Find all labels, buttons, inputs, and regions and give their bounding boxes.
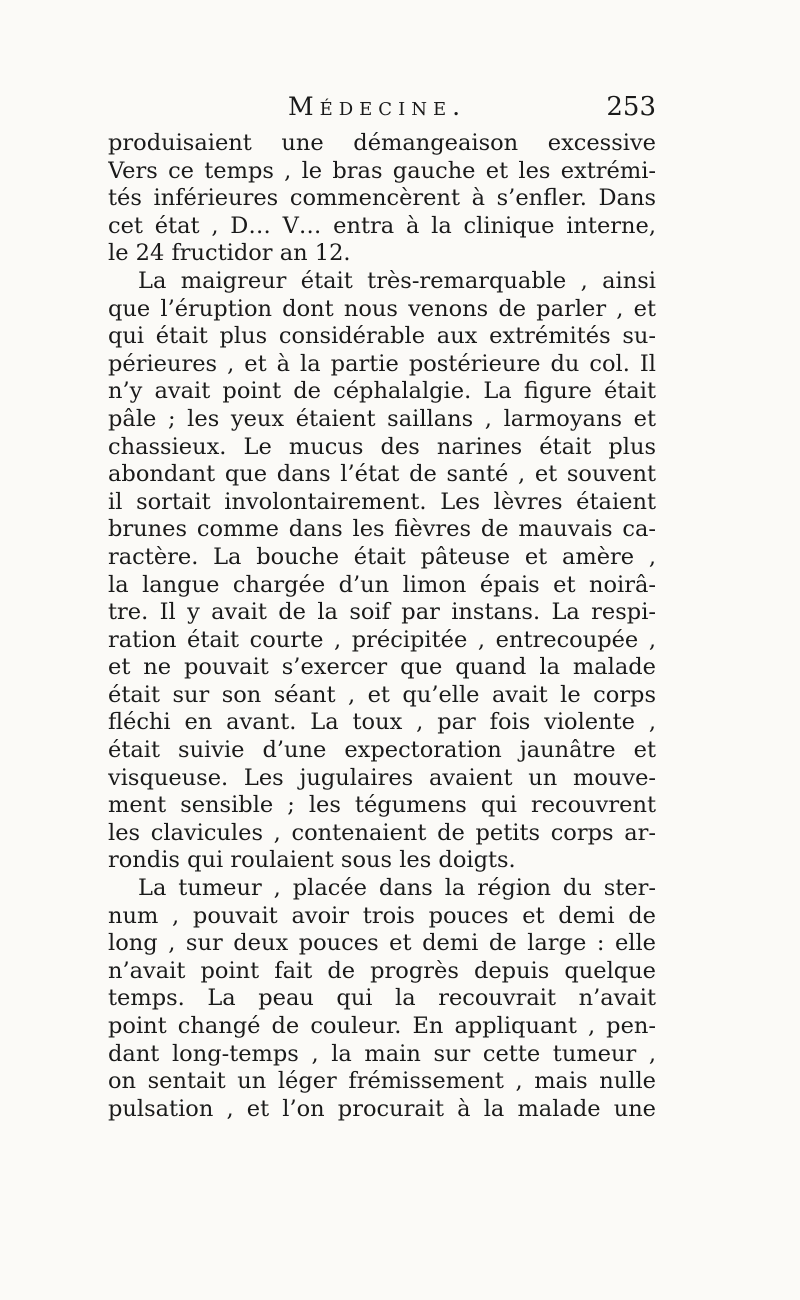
text-line: ractère. La bouche était pâteuse et amère ,	[108, 543, 656, 570]
page-number: 253	[606, 92, 656, 122]
text-line: était sur son séant , et qu’elle avait le corps	[108, 681, 656, 708]
text-line: et ne pouvait s’exercer que quand la malade	[108, 654, 656, 681]
text-line: long , sur deux pouces et demi de large : elle	[108, 930, 656, 957]
text-line: on sentait un léger frémissement , mais nulle	[108, 1068, 656, 1095]
text-line: les clavicules , contenaient de petits corps ar-	[108, 819, 656, 846]
text-line: abondant que dans l’état de santé , et souvent	[108, 461, 656, 488]
text-line: Vers ce temps , le bras gauche et les extrémi-	[108, 157, 656, 184]
text-line: cet état , D… V… entra à la clinique interne,	[108, 212, 656, 239]
text-line: que l’éruption dont nous venons de parler , et	[108, 295, 656, 322]
page-header	[108, 92, 656, 132]
text-line: produisaient une démangeaison excessive	[108, 130, 656, 156]
text-line: La tumeur , placée dans la région du ster-	[138, 875, 656, 902]
text-line: chassieux. Le mucus des narines était plus	[108, 433, 656, 460]
text-line: dant long-temps , la main sur cette tumeur ,	[108, 1040, 656, 1067]
text-line: brunes comme dans les fièvres de mauvais ca-	[108, 516, 656, 543]
text-line: n’avait point fait de progrès depuis quelque	[108, 957, 656, 984]
text-line: tés inférieures commencèrent à s’enfler. Dans	[108, 185, 656, 212]
text-line: fléchi en avant. La toux , par fois violente ,	[108, 709, 656, 736]
text-line: qui était plus considérable aux extrémités su-	[108, 323, 656, 350]
text-line: temps. La peau qui la recouvrait n’avait	[108, 985, 656, 1012]
text-line: pulsation , et l’on procurait à la malade une	[108, 1095, 656, 1122]
text-line: n’y avait point de céphalalgie. La figure était	[108, 378, 656, 405]
text-line: il sortait involontairement. Les lèvres étaient	[108, 488, 656, 515]
text-line: ration était courte , précipitée , entrecoupée ,	[108, 626, 656, 653]
text-line: rondis qui roulaient sous les doigts.	[108, 847, 516, 874]
text-line: La maigreur était très-remarquable , ainsi	[138, 267, 656, 294]
running-title: Médecine.	[288, 92, 467, 121]
text-line: la langue chargée d’un limon épais et noirâ-	[108, 571, 656, 598]
text-line: visqueuse. Les jugulaires avaient un mouve-	[108, 764, 656, 791]
text-line: périeures , et à la partie postérieure du col. Il	[108, 350, 656, 377]
body-text	[108, 130, 656, 1123]
text-line: le 24 fructidor an 12.	[108, 240, 351, 267]
text-line: num , pouvait avoir trois pouces et demi de	[108, 902, 656, 929]
text-line: était suivie d’une expectoration jaunâtre et	[108, 737, 656, 764]
text-line: ment sensible ; les tégumens qui recouvrent	[108, 792, 656, 819]
text-line: point changé de couleur. En appliquant , pen-	[108, 1013, 656, 1039]
text-line: tre. Il y avait de la soif par instans. La respi-	[108, 599, 656, 626]
text-line: pâle ; les yeux étaient saillans , larmoyans et	[108, 405, 656, 432]
